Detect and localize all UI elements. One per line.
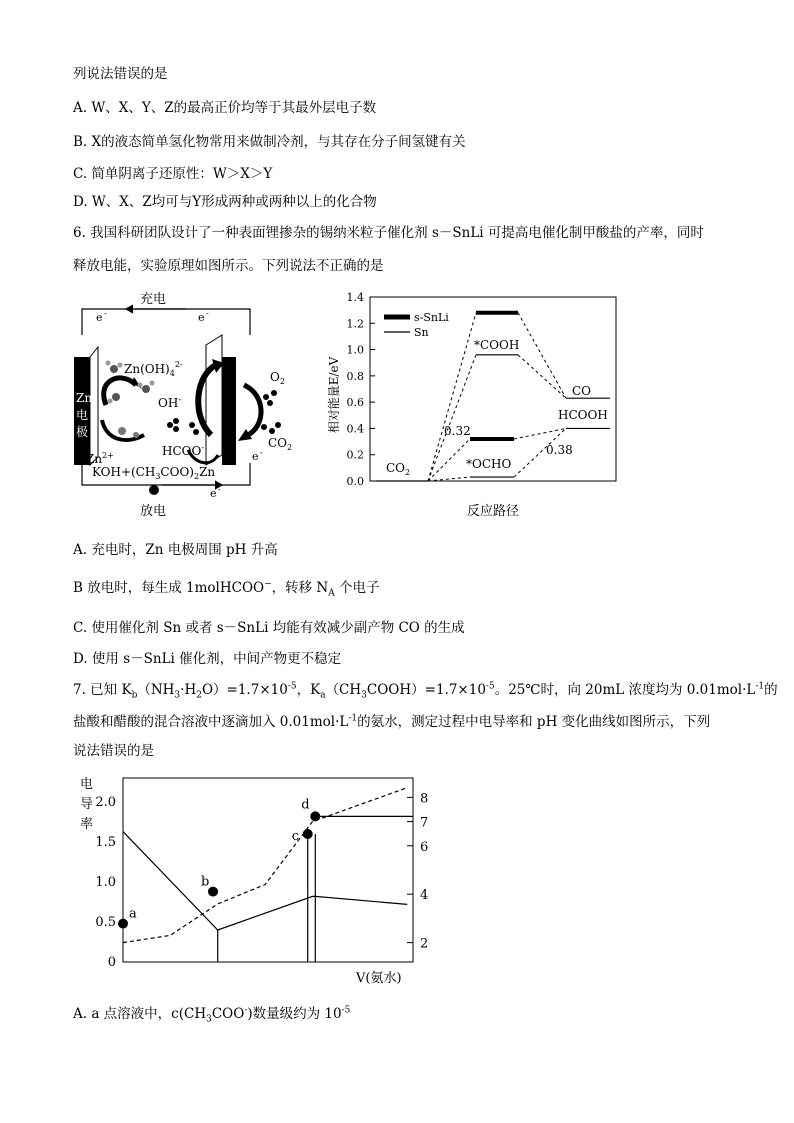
question-7-stem: 说法错误的是 xyxy=(73,743,154,759)
y-right-tick-label: 7 xyxy=(420,815,429,831)
svg-text:-: - xyxy=(260,448,263,457)
y-right-tick-label: 8 xyxy=(420,791,429,807)
x-axis-label: 反应路径 xyxy=(466,504,520,519)
conductivity-ph-chart xyxy=(66,770,456,990)
ph-curve xyxy=(123,788,407,943)
svg-text:e: e xyxy=(252,450,259,463)
y-tick-label: 0.4 xyxy=(346,422,364,436)
point-marker xyxy=(118,919,128,929)
transition-line xyxy=(518,355,566,398)
svg-text:导: 导 xyxy=(80,797,94,812)
option-d: D. 使用 s－SnLi 催化剂，中间产物更不稳定 xyxy=(73,651,342,667)
y-tick-label: 1.0 xyxy=(346,343,364,357)
x-axis-label: V(氨水) xyxy=(356,971,402,986)
formate-label: HCOO- xyxy=(162,443,205,458)
co2-label: $CO_2$ xyxy=(268,436,293,452)
energy-profile-chart xyxy=(318,285,628,521)
text-line: 列说法错误的是 xyxy=(73,66,168,82)
point-label: d xyxy=(301,797,310,813)
discharge-label: 放电 xyxy=(140,504,167,519)
level-label: *OCHO xyxy=(466,457,512,471)
y-right-tick-label: 4 xyxy=(420,888,429,904)
conductivity-curve xyxy=(123,832,407,930)
point-label: c xyxy=(291,829,300,844)
electron-label: e xyxy=(96,311,103,324)
svg-text:率: 率 xyxy=(80,817,94,832)
transition-line xyxy=(518,313,566,398)
point-marker xyxy=(303,829,313,839)
transition-line xyxy=(428,477,470,481)
option-line: C. 简单阴离子还原性：W＞X＞Y xyxy=(73,166,273,182)
option-c: C. 使用催化剂 Sn 或者 s－SnLi 均能有效减少副产物 CO 的生成 xyxy=(73,620,465,636)
y-right-tick-label: 2 xyxy=(420,936,429,952)
transition-line xyxy=(428,313,476,481)
question-6-stem: 6. 我国科研团队设计了一种表面锂掺杂的锡纳米粒子催化剂 s－SnLi 可提高电催化制甲酸盐的产率，同时 xyxy=(73,225,704,241)
hydroxide-label: OH- xyxy=(158,395,182,410)
y-tick-label: 2.0 xyxy=(95,795,116,810)
question-6-stem: 释放电能，实验原理如图所示。下列说法不正确的是 xyxy=(73,258,384,274)
battery-diagram xyxy=(66,285,326,521)
y-tick-label: 1.0 xyxy=(95,875,116,890)
y-tick-label: 0.5 xyxy=(95,915,116,930)
svg-text:-: - xyxy=(218,485,221,494)
y-tick-label: 0.8 xyxy=(346,369,364,383)
option-line: D. W、X、Z均可与Y形成两种或两种以上的化合物 xyxy=(73,194,377,210)
y-axis-label: 电 xyxy=(80,777,94,792)
legend-entry: s-SnLi xyxy=(414,311,449,324)
charge-label: 充电 xyxy=(140,292,167,307)
question-7-stem: 7. 已知 $K_b(NH_3\cdot H_2O)=1.7\times 10^{-5}$，$K_a(CH_3COOH)=1.7\times 10^{-5}$。25℃时，向 20mL 浓度均为 $0.01mol\cdot L^{-1}$的 xyxy=(73,681,778,701)
level-label: CO xyxy=(572,384,592,398)
annotation-label: 0.32 xyxy=(444,424,471,438)
y-tick-label: 0.2 xyxy=(346,448,364,462)
y-right-tick-label: 6 xyxy=(420,839,429,855)
y-axis-label: 相对能量E/eV xyxy=(327,356,341,434)
level-label: HCOOH xyxy=(558,408,608,422)
y-tick-label: 0.6 xyxy=(346,396,364,410)
transition-line xyxy=(514,428,566,439)
legend-entry: Sn xyxy=(414,326,429,339)
svg-text:电: 电 xyxy=(76,408,89,422)
y-tick-label: 0 xyxy=(107,955,116,970)
electron-label: e xyxy=(210,487,217,500)
point-marker xyxy=(310,811,320,821)
level-label: $CO_2$ xyxy=(386,461,411,477)
transition-line xyxy=(428,439,470,481)
svg-text:极: 极 xyxy=(76,425,89,439)
zincate-label: $Zn(OH)_4^{2-}$ xyxy=(124,360,183,378)
question-7-stem: 盐酸和醋酸的混合溶液中逐滴加入 $0.01mol\cdot L^{-1}$的氨水，测定过程中电导率和 pH 变化曲线如图所示，下列 xyxy=(73,713,711,730)
y-tick-label: 1.5 xyxy=(95,835,116,850)
y-tick-label: 1.4 xyxy=(346,291,364,304)
point-label: b xyxy=(200,874,210,890)
svg-text:-: - xyxy=(206,309,209,318)
electrolyte-label: $KOH+(CH_3COO)_2Zn$ xyxy=(92,465,216,481)
option-b: B 放电时，每生成 1molHCOO−，转移 $N_A$ 个电子 xyxy=(73,579,380,599)
y-tick-label: 1.2 xyxy=(346,317,364,331)
option-line: A. W、X、Y、Z的最高正价均等于其最外层电子数 xyxy=(73,100,377,116)
zinc-ion-label: $Zn^{2+}$ xyxy=(86,451,114,466)
electron-label: e xyxy=(198,311,205,324)
oxygen-label: $O_2$ xyxy=(270,370,285,386)
svg-text:-: - xyxy=(104,309,107,318)
y-tick-label: 0.0 xyxy=(346,475,364,488)
point-label: a xyxy=(129,906,137,922)
level-label: *COOH xyxy=(474,338,520,352)
zn-electrode-label: Zn xyxy=(76,391,93,405)
option-a: A. a 点溶液中，$c(CH_3COO^-)$数量级约为 $10^{-5}$ xyxy=(73,1005,351,1025)
option-a: A. 充电时，Zn 电极周围 pH 升高 xyxy=(73,542,278,558)
point-marker xyxy=(208,887,218,897)
option-line: B. X的液态简单氢化物常用来做制冷剂，与其存在分子间氢键有关 xyxy=(73,134,466,150)
annotation-label: 0.38 xyxy=(546,443,573,457)
